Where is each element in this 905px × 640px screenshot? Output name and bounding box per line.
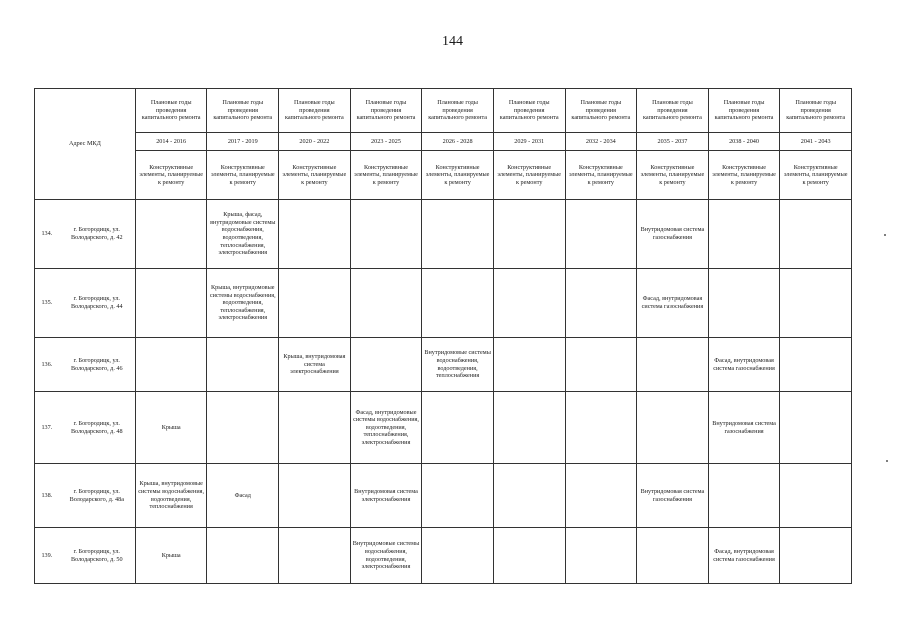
repair-elements-cell bbox=[135, 269, 207, 338]
table-body bbox=[35, 89, 852, 584]
repair-elements-cell: Внутридомовая система газоснабжения bbox=[637, 200, 709, 269]
margin-mark bbox=[884, 234, 886, 236]
repair-elements-cell bbox=[565, 464, 637, 528]
repair-elements-cell bbox=[565, 392, 637, 464]
planned-years-header: Плановые годы проведения капитального ремонта bbox=[422, 89, 494, 133]
repair-elements-cell bbox=[135, 338, 207, 392]
repair-elements-cell bbox=[422, 200, 494, 269]
repair-elements-cell bbox=[279, 200, 351, 269]
planned-years-header: Плановые годы проведения капитального ремонта bbox=[565, 89, 637, 133]
repair-elements-cell bbox=[637, 528, 709, 584]
repair-elements-cell bbox=[493, 269, 565, 338]
table-row bbox=[35, 528, 852, 584]
repair-elements-cell bbox=[279, 269, 351, 338]
elements-header: Конструктивные элементы, планируемые к ремонту bbox=[350, 151, 422, 200]
repair-elements-cell bbox=[350, 269, 422, 338]
elements-header: Конструктивные элементы, планируемые к ремонту bbox=[207, 151, 279, 200]
row-number: 134. bbox=[35, 200, 59, 269]
repair-elements-cell bbox=[493, 464, 565, 528]
elements-header: Конструктивные элементы, планируемые к ремонту bbox=[780, 151, 852, 200]
repair-elements-cell: Внутридомовая система электроснабжения bbox=[350, 464, 422, 528]
elements-header: Конструктивные элементы, планируемые к ремонту bbox=[279, 151, 351, 200]
repair-elements-cell: Фасад, внутридомовые системы водоснабжения, водоотведения, теплоснабжения, электроснабжения bbox=[350, 392, 422, 464]
repair-elements-cell bbox=[350, 338, 422, 392]
table-row bbox=[35, 200, 852, 269]
repair-elements-cell bbox=[708, 269, 780, 338]
repair-elements-cell bbox=[780, 464, 852, 528]
repair-elements-cell bbox=[780, 528, 852, 584]
repair-elements-cell bbox=[422, 392, 494, 464]
repair-elements-cell bbox=[780, 269, 852, 338]
repair-elements-cell bbox=[493, 392, 565, 464]
row-number: 137. bbox=[35, 392, 59, 464]
repair-elements-cell bbox=[493, 338, 565, 392]
elements-header: Конструктивные элементы, планируемые к ремонту bbox=[565, 151, 637, 200]
header-row-planned-years bbox=[35, 89, 852, 133]
address-cell: г. Богородицк, ул. Володарского, д. 46 bbox=[59, 338, 136, 392]
repair-elements-cell bbox=[780, 392, 852, 464]
address-cell: г. Богородицк, ул. Володарского, д. 42 bbox=[59, 200, 136, 269]
period-header: 2029 - 2031 bbox=[493, 133, 565, 151]
margin-mark bbox=[886, 460, 888, 462]
elements-header: Конструктивные элементы, планируемые к ремонту bbox=[637, 151, 709, 200]
repair-elements-cell bbox=[279, 528, 351, 584]
elements-header: Конструктивные элементы, планируемые к ремонту bbox=[135, 151, 207, 200]
header-row-periods bbox=[35, 133, 852, 151]
repair-elements-cell bbox=[708, 200, 780, 269]
repair-elements-cell: Внутридомовые системы водоснабжения, водоотведения, электроснабжения bbox=[350, 528, 422, 584]
address-cell: г. Богородицк, ул. Володарского, д. 48 bbox=[59, 392, 136, 464]
page-number: 144 bbox=[442, 34, 463, 49]
elements-header: Конструктивные элементы, планируемые к ремонту bbox=[708, 151, 780, 200]
repair-elements-cell bbox=[279, 392, 351, 464]
repair-elements-cell bbox=[135, 200, 207, 269]
repair-elements-cell bbox=[493, 528, 565, 584]
repair-elements-cell bbox=[422, 528, 494, 584]
period-header: 2038 - 2040 bbox=[708, 133, 780, 151]
planned-years-header: Плановые годы проведения капитального ремонта bbox=[135, 89, 207, 133]
repair-elements-cell: Крыша bbox=[135, 392, 207, 464]
repair-elements-cell bbox=[708, 464, 780, 528]
repair-elements-cell: Фасад, внутридомовая система газоснабжения bbox=[708, 338, 780, 392]
address-cell: г. Богородицк, ул. Володарского, д. 50 bbox=[59, 528, 136, 584]
repair-elements-cell bbox=[780, 200, 852, 269]
repair-elements-cell bbox=[780, 338, 852, 392]
period-header: 2035 - 2037 bbox=[637, 133, 709, 151]
planned-years-header: Плановые годы проведения капитального ремонта bbox=[493, 89, 565, 133]
planned-years-header: Плановые годы проведения капитального ремонта bbox=[350, 89, 422, 133]
address-cell: г. Богородицк, ул. Володарского, д. 48а bbox=[59, 464, 136, 528]
repair-elements-cell bbox=[207, 528, 279, 584]
period-header: 2014 - 2016 bbox=[135, 133, 207, 151]
planned-years-header: Плановые годы проведения капитального ремонта bbox=[207, 89, 279, 133]
period-header: 2020 - 2022 bbox=[279, 133, 351, 151]
period-header: 2017 - 2019 bbox=[207, 133, 279, 151]
repair-elements-cell bbox=[565, 338, 637, 392]
planned-years-header: Плановые годы проведения капитального ремонта bbox=[279, 89, 351, 133]
repair-elements-cell bbox=[565, 528, 637, 584]
repair-elements-cell bbox=[637, 392, 709, 464]
row-number: 139. bbox=[35, 528, 59, 584]
repair-elements-cell bbox=[207, 392, 279, 464]
table-row bbox=[35, 269, 852, 338]
table-row bbox=[35, 464, 852, 528]
repair-elements-cell: Крыша, внутридомовые системы водоснабжения, водоотведения, теплоснабжения, электроснабжения bbox=[207, 269, 279, 338]
repair-elements-cell: Фасад, внутридомовая система газоснабжения bbox=[637, 269, 709, 338]
address-header: Адрес МКД bbox=[35, 89, 136, 200]
table-row bbox=[35, 392, 852, 464]
repair-elements-cell bbox=[422, 269, 494, 338]
repair-elements-cell bbox=[565, 269, 637, 338]
repair-elements-cell: Внутридомовая система газоснабжения bbox=[637, 464, 709, 528]
repair-elements-cell: Крыша, внутридомовые системы водоснабжения, водоотведения, теплоснабжения bbox=[135, 464, 207, 528]
repair-elements-cell: Фасад bbox=[207, 464, 279, 528]
elements-header: Конструктивные элементы, планируемые к ремонту bbox=[422, 151, 494, 200]
address-cell: г. Богородицк, ул. Володарского, д. 44 bbox=[59, 269, 136, 338]
planned-years-header: Плановые годы проведения капитального ремонта bbox=[780, 89, 852, 133]
period-header: 2026 - 2028 bbox=[422, 133, 494, 151]
period-header: 2032 - 2034 bbox=[565, 133, 637, 151]
repair-elements-cell bbox=[422, 464, 494, 528]
repair-elements-cell: Внутридомовая система газоснабжения bbox=[708, 392, 780, 464]
repair-elements-cell bbox=[493, 200, 565, 269]
capital-repair-table bbox=[34, 88, 852, 584]
row-number: 136. bbox=[35, 338, 59, 392]
repair-elements-cell: Внутридомовые системы водоснабжения, водоотведения, теплоснабжения bbox=[422, 338, 494, 392]
repair-elements-cell bbox=[565, 200, 637, 269]
repair-elements-cell: Крыша, фасад, внутридомовые системы водоснабжения, водоотведения, теплоснабжения, электроснабжения bbox=[207, 200, 279, 269]
repair-elements-cell bbox=[207, 338, 279, 392]
repair-elements-cell bbox=[279, 464, 351, 528]
planned-years-header: Плановые годы проведения капитального ремонта bbox=[637, 89, 709, 133]
period-header: 2023 - 2025 bbox=[350, 133, 422, 151]
repair-elements-cell bbox=[350, 200, 422, 269]
header-row-elements bbox=[35, 151, 852, 200]
table-row bbox=[35, 338, 852, 392]
row-number: 138. bbox=[35, 464, 59, 528]
repair-elements-cell: Крыша, внутридомовая система электроснабжения bbox=[279, 338, 351, 392]
elements-header: Конструктивные элементы, планируемые к ремонту bbox=[493, 151, 565, 200]
planned-years-header: Плановые годы проведения капитального ремонта bbox=[708, 89, 780, 133]
period-header: 2041 - 2043 bbox=[780, 133, 852, 151]
row-number: 135. bbox=[35, 269, 59, 338]
repair-elements-cell bbox=[637, 338, 709, 392]
repair-elements-cell: Крыша bbox=[135, 528, 207, 584]
repair-elements-cell: Фасад, внутридомовая система газоснабжения bbox=[708, 528, 780, 584]
